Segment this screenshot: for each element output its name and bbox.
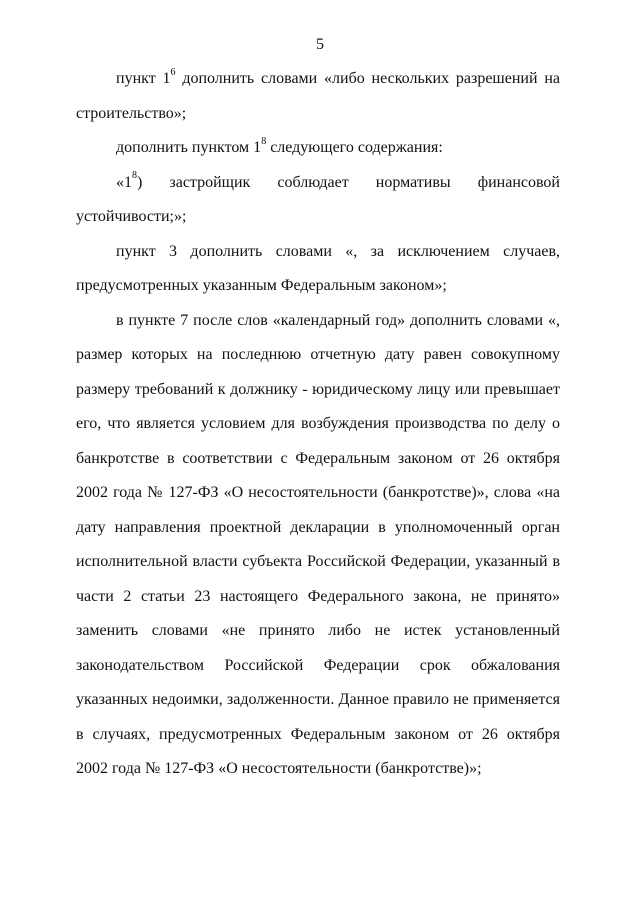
paragraph-2-superscript: 8 [261, 135, 267, 147]
paragraph-2 [76, 131, 560, 166]
page-number: 5 [316, 36, 324, 53]
paragraph-2-text-start: дополнить пунктом 1 [116, 139, 262, 156]
paragraph-3-text-end: ) застройщик соблюдает нормативы финансовой устойчивости;»; [76, 173, 560, 225]
paragraph-1 [76, 62, 560, 131]
paragraph-5: в пункте 7 после слов «календарный год» дополнить словами «, размер которых на последнюю отчетную дату равен совокупному размеру требований к должнику - юридическому лицу или превышает его, что является условием для возбуждения производства по делу о банкротстве в соответствии с Федеральным законом от 26 октября 2002 года № 127-ФЗ «О несостоятельности (банкротстве)», слова «на дату направления проектной декларации в уполномоченный орган исполнительной власти субъекта Российской Федерации, указанный в части 2 статьи 23 настоящего Федерального закона, не принято» заменить словами «не принято либо не истек установленный законодательством Российской Федерации срок обжалования указанных недоимки, задолженности. Данное правило не применяется в случаях, предусмотренных Федеральным законом от 26 октября 2002 года № 127-ФЗ «О несостоятельности (банкротстве)»; [76, 311, 560, 777]
paragraph-1-superscript: 6 [170, 66, 176, 78]
paragraph-1-text-end: дополнить словами «либо нескольких разрешений на строительство»; [76, 70, 560, 122]
paragraph-3-text-start: «1 [116, 173, 132, 191]
paragraph-1-text-start: пункт 1 [116, 70, 171, 87]
paragraph-2-text-end: следующего содержания: [266, 139, 443, 156]
paragraph-4: пункт 3 дополнить словами «, за исключением случаев, предусмотренных указанным Федеральным законом»; [76, 242, 560, 294]
paragraph-3-superscript: 8 [132, 170, 137, 182]
document-body [76, 62, 560, 787]
paragraph-3 [76, 166, 560, 235]
